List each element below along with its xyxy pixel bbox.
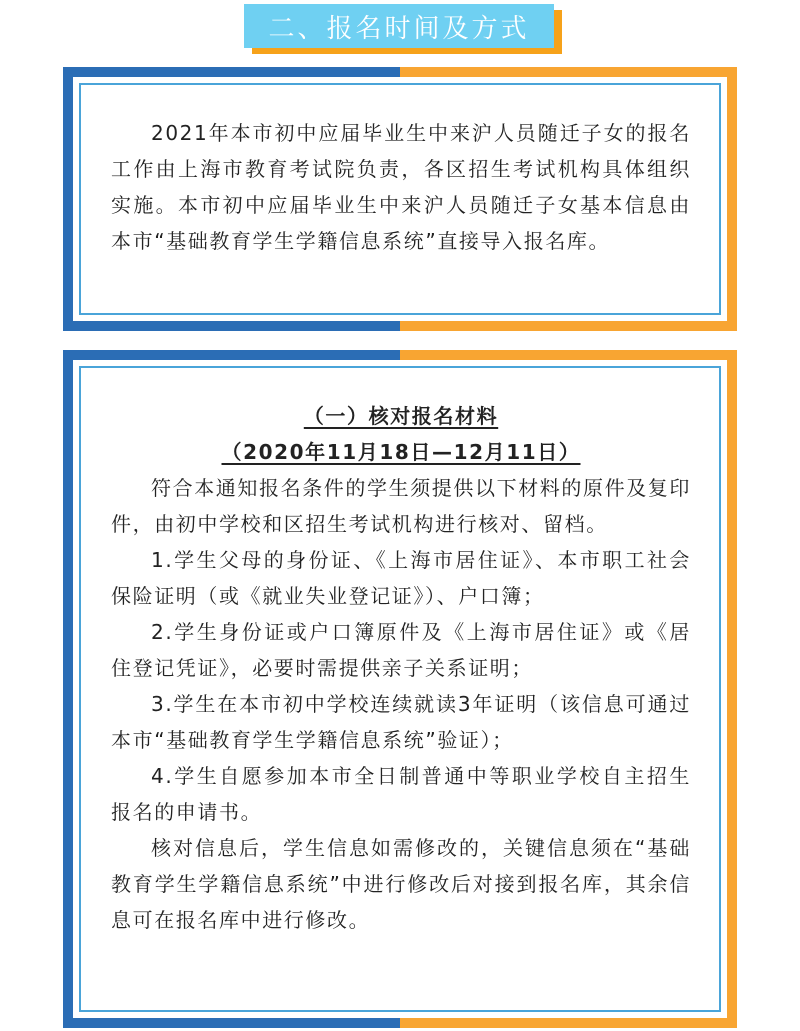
materials-text [111,398,691,938]
materials-closing: 核对信息后，学生信息如需修改的，关键信息须在“基础教育学生学籍信息系统”中进行修改后对接到报名库，其余信息可在报名库中进行修改。 [111,836,691,932]
materials-item-3: 3.学生在本市初中学校连续就读3年证明（该信息可通过本市“基础教育学生学籍信息系统”验证）； [111,692,691,752]
materials-item-2: 2.学生身份证或户口簿原件及《上海市居住证》或《居住登记凭证》，必要时需提供亲子关系证明； [111,620,691,680]
section-dates: （2020年11月18日—12月11日） [221,440,581,464]
section-heading: （一）核对报名材料 [303,404,499,428]
materials-panel [73,360,727,1018]
intro-panel [73,77,727,321]
intro-paragraph: 2021年本市初中应届毕业生中来沪人员随迁子女的报名工作由上海市教育考试院负责，各区招生考试机构具体组织实施。本市初中应届毕业生中来沪人员随迁子女基本信息由本市“基础教育学生学籍信息系统”直接导入报名库。 [111,121,691,253]
materials-item-1: 1.学生父母的身份证、《上海市居住证》、本市职工社会保险证明（或《就业失业登记证》）、户口簿； [111,548,691,608]
intro-frame [63,67,737,331]
section-title: 二、报名时间及方式 [244,4,554,48]
materials-lead: 符合本通知报名条件的学生须提供以下材料的原件及复印件，由初中学校和区招生考试机构进行核对、留档。 [111,476,691,536]
intro-text [111,115,691,259]
materials-item-4: 4.学生自愿参加本市全日制普通中等职业学校自主招生报名的申请书。 [111,764,691,824]
materials-frame [63,350,737,1028]
